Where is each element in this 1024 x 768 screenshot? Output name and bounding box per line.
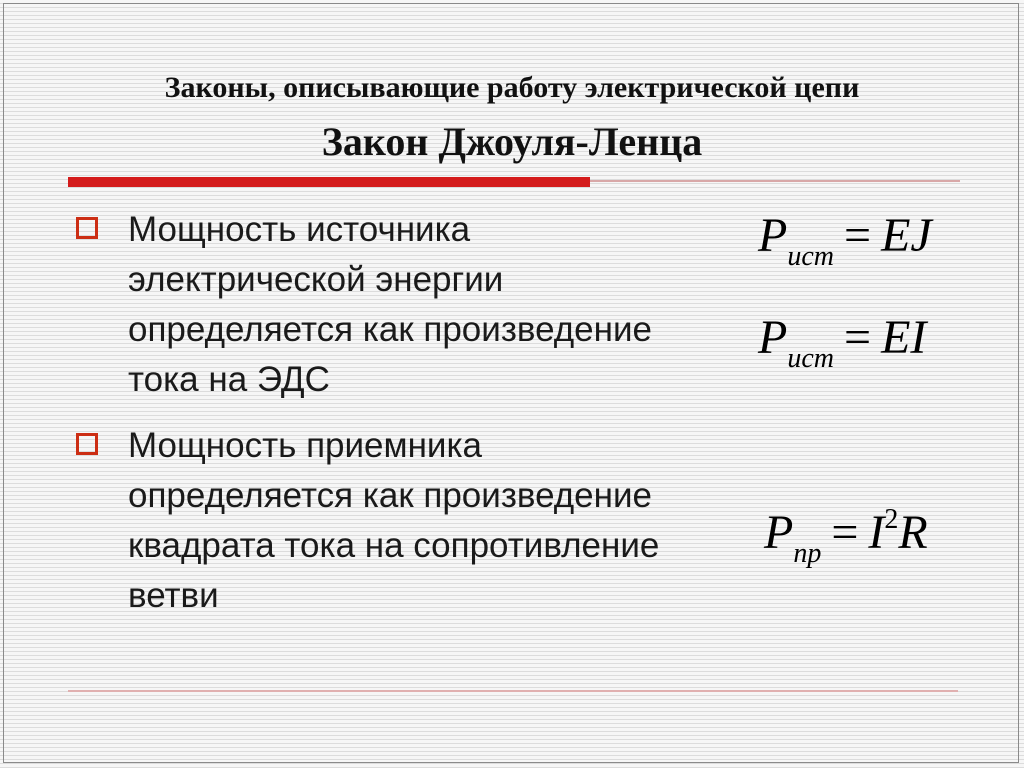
- bullet-line: определяется как произведение: [128, 476, 652, 515]
- formula-rhs-base: I: [868, 506, 885, 559]
- bullet-line: Мощность источника: [128, 210, 471, 249]
- bullet-text: [128, 421, 728, 621]
- formula-rhs: EJ: [881, 209, 932, 262]
- bullet-line: тока на ЭДС: [128, 360, 330, 399]
- formula-rhs: EI: [881, 311, 927, 364]
- bullet-item-receiver-power: [76, 421, 716, 631]
- formula-lhs: P: [764, 506, 794, 559]
- square-bullet-icon: [76, 433, 98, 455]
- formula-source-power-ei: [758, 310, 926, 373]
- bullet-line: Мощность приемника: [128, 426, 483, 465]
- bullet-item-source-power: [76, 205, 716, 415]
- bullet-line: квадрата тока на сопротивление: [128, 526, 660, 565]
- formula-exponent: 2: [884, 504, 899, 535]
- square-bullet-icon: [76, 217, 98, 239]
- formula-subscript: ист: [787, 241, 834, 272]
- title-underline-thin: [590, 180, 960, 182]
- formula-receiver-power: [764, 505, 928, 568]
- formula-equals: =: [843, 209, 872, 262]
- title-underline-red: [68, 177, 590, 187]
- formula-lhs: P: [758, 209, 788, 262]
- formula-equals: =: [831, 506, 859, 559]
- formula-subscript: ист: [787, 343, 834, 374]
- bullet-line: определяется как произведение: [128, 310, 652, 349]
- footer-rule: [68, 690, 958, 692]
- formula-rhs-tail: R: [898, 506, 928, 559]
- slide-subheading: Закон Джоуля-Ленца: [321, 119, 703, 164]
- formula-equals: =: [843, 311, 872, 364]
- formula-subscript: пр: [793, 538, 822, 569]
- bullet-line: ветви: [128, 576, 219, 615]
- bullet-text: [128, 205, 728, 405]
- formula-lhs: P: [758, 311, 788, 364]
- bullet-line: электрической энергии: [128, 260, 504, 299]
- formula-source-power-ej: [758, 208, 932, 271]
- slide-heading: Законы, описывающие работу электрической цепи: [164, 71, 860, 104]
